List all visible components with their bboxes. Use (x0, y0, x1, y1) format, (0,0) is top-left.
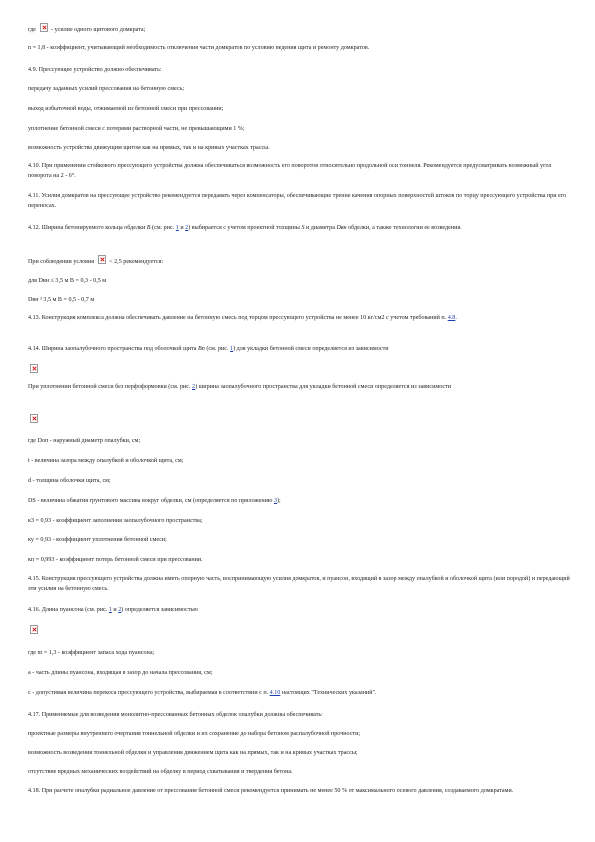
paragraph-4-11: 4.11. Усилия домкратов на прессующее устройство рекомендуется передавать через компенсаторы, обеспечивающие тренне качения опорных поверхностей штоков по торцу прессующего устройства при его переносах. (28, 193, 567, 209)
section-4-8-link[interactable]: 4.8 (447, 315, 456, 321)
definition-line: к3 = 0,93 - коэффициент заполнения заопалубочного пространства; (28, 518, 203, 524)
list-item: проектные размеры внутреннего очертания тоннельной обделки и их сохранение до набора бетоном распалубочной прочности; (28, 731, 361, 737)
definition-line: DS - величина обжатия грунтового массива вокруг обделки, см (определяется по приложению 3); (28, 498, 281, 504)
list-item: уплотнение бетонной смеси с потерями растворной части, не превышающими 1 %; (28, 126, 245, 132)
list-item: передачу заданных усилий прессования на бетонную смесь; (28, 86, 185, 92)
list-item: возможность возведения тоннельной обделки и управления движением щита как на прямых, так и на кривых участках трассы; (28, 750, 358, 756)
figure-2-link[interactable]: 2 (185, 225, 189, 231)
figure-1-link[interactable]: 1 (175, 225, 179, 231)
definition-line: t - величина зазора между опалубкой и оболочкой щита, см; (28, 458, 184, 464)
list-item: отсутствие вредных механических воздействий на обделку в период схватывания и твердения бетона. (28, 769, 293, 775)
paragraph-4-13: 4.13. Конструкция комплекса должна обеспечивать давление на бетонную смесь под торцом прессующего устройства не менее 10 кг/см2 с учетом требований п. 4.8. (28, 315, 457, 321)
paragraph-4-16: 4.16. Длина пуансона (см. рис. 1 и 2) определяется зависимостью (28, 607, 198, 613)
paragraph-domkrat-force (28, 23, 573, 35)
paragraph-4-18: 4.18. При расчете опалубки радиальное давление от прессования бетонной смеси рекомендуется принимать не менее 50 % от максимального осевого давления, создаваемого домкратами. (28, 788, 514, 794)
paragraph-4-17: 4.17. Применяемые для возведения монолитно-прессованных бетонных обделок опалубки должны обеспечивать: (28, 712, 323, 718)
definition-line: где m = 1,3 - коэффициент запаса хода пуансона; (28, 650, 155, 656)
broken-image-icon (30, 414, 38, 423)
paragraph-4-10: 4.10. При применении стойкового прессующего устройства должна обеспечиваться возможность его поворотов относительно продольной оси тоннеля. Рекомендуется предусматривать возможный угол поворота на 2 - 6°. (28, 163, 552, 179)
definition-line: ку = 0,93 - коэффициент уплотнения бетонной смеси; (28, 537, 167, 543)
appendix-3-link[interactable]: 3 (273, 498, 277, 504)
definition-line: с - допустимая величина перекоса прессующего устройства, выбираемая в соответствии с п. 4.10 настоящих "Технических указаний". (28, 690, 377, 696)
recommendation-line: Dвн ³ 3,5 м B = 0,5 - 0,7 м (28, 297, 95, 303)
formula-image (30, 364, 38, 373)
recommendation-line: для Dвн ≤ 3,5 м B = 0,3 - 0,5 м (28, 278, 107, 284)
paragraph-coefficient-n: n = 1,8 - коэффициент, учитывающий необходимость отключения части домкратов по условию ведения щита и ремонту домкратов. (28, 45, 370, 51)
definition-line: d - толщина оболочки щита, см; (28, 478, 111, 484)
broken-image-icon (98, 255, 106, 264)
list-item: выход избыточной воды, отжимаемой из бетонной смеси при прессовании; (28, 106, 224, 112)
broken-image-icon (30, 625, 38, 634)
figure-1-link[interactable]: 1 (108, 607, 112, 613)
definition-line: кп = 0,993 - коэффициент потерь бетонной смеси при прессовании. (28, 557, 203, 563)
figure-2-link[interactable]: 2 (192, 384, 196, 390)
formula-image (30, 625, 38, 634)
section-4-10-link[interactable]: 4.10 (269, 690, 281, 696)
broken-image-icon (30, 364, 38, 373)
broken-image-icon (40, 23, 48, 32)
formula-image (30, 414, 38, 423)
paragraph-4-15: 4.15. Конструкция прессующего устройства должна иметь опорную часть, воспринимающую усилия домкратов, и пуансон, входящий в зазор между опалубкой и оболочкой щита (или породой) и передающий эти усилия на бетонную смесь. (28, 576, 570, 592)
text-line: - усилие одного щитового домкрата; (51, 27, 146, 33)
paragraph-4-14: 4.14. Ширина заопалубочного пространства под оболочкой щита Вп (см. рис. 1) для укладки бетонной смеси определяется из зависимости (28, 346, 389, 352)
figure-1-link[interactable]: 1 (230, 346, 234, 352)
list-item: возможность устройства движущим щитом как на прямых, так и на кривых участках трассы. (28, 145, 270, 151)
prefix-where: где (28, 27, 37, 33)
definition-line: а - часть длины пуансона, входящая в зазор до начала прессования, см; (28, 670, 213, 676)
definition-line: где Dоп - наружный диаметр опалубки, см; (28, 438, 141, 444)
heading-4-9: 4.9. Прессующее устройство должно обеспечивать: (28, 67, 162, 73)
paragraph-condition: При соблюдении условия < 2,5 рекомендуется: (28, 255, 573, 267)
paragraph-without-perforation: При уплотнении бетонной смеси без перфоформовки (см. рис. 2) ширина заопалубочного пространства для укладки бетонной смеси определяется из зависимости (28, 384, 452, 390)
figure-2-link[interactable]: 2 (118, 607, 122, 613)
paragraph-4-12: 4.12. Ширина бетонируемого кольца обделки В (см. рис. 1 и 2) выбирается с учетом проектной толщины S и диаметра Dвн обделки, а также технологии ее возведения. (28, 225, 462, 231)
